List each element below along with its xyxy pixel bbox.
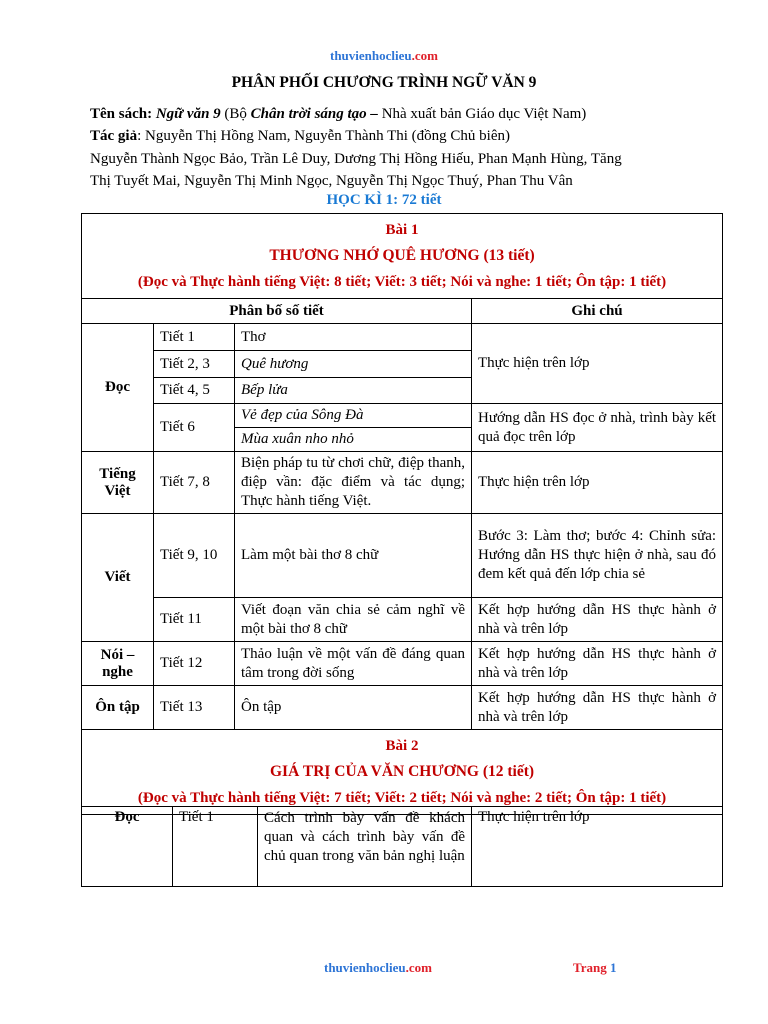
content-cell: Quê hương <box>235 351 472 378</box>
content-cell: Ôn tập <box>235 686 472 730</box>
book-name: Ngữ văn 9 <box>155 106 221 122</box>
category-viet: Viết <box>82 514 154 642</box>
category-noi-nghe: Nói – nghe <box>82 642 154 686</box>
page-number-value: 1 <box>609 960 617 975</box>
lesson2-name: GIÁ TRỊ CỦA VĂN CHƯƠNG (12 tiết) <box>269 763 535 780</box>
footer-site-tld: .com <box>405 960 432 975</box>
footer-site-name: thuvienhoclieu <box>324 960 406 975</box>
column-header-alloc: Phân bố số tiết <box>82 299 472 324</box>
page-label: Trang <box>573 960 607 975</box>
header-site <box>0 48 768 64</box>
period-cell: Tiết 2, 3 <box>154 351 235 378</box>
period-cell: Tiết 7, 8 <box>154 452 235 514</box>
lesson1-number: Bài 1 <box>385 222 419 238</box>
table-row <box>82 686 723 730</box>
page-number <box>573 960 616 976</box>
note-cell: Kết hợp hướng dẫn HS thực hành ở nhà và trên lớp <box>472 598 723 642</box>
category-tieng-viet: Tiếng Việt <box>82 452 154 514</box>
authors-line3: Thị Tuyết Mai, Nguyễn Thị Minh Ngọc, Nguyễn Thị Ngọc Thuý, Phan Thu Vân <box>90 173 573 189</box>
table-row <box>82 404 723 428</box>
lesson1-column-headers <box>82 299 723 324</box>
book-series: Chân trời sáng tạo – <box>250 106 378 122</box>
category-doc: Đọc <box>82 324 154 452</box>
content-cell: Thơ <box>235 324 472 351</box>
content-cell: Biện pháp tu từ chơi chữ, điệp thanh, điệp vần: đặc điểm và tác dụng; Thực hành tiếng Việt. <box>235 452 472 514</box>
category-on-tap: Ôn tập <box>82 686 154 730</box>
period-cell: Tiết 12 <box>154 642 235 686</box>
table-row <box>82 514 723 598</box>
lesson1-heading <box>82 214 723 299</box>
lesson2-table <box>81 806 723 887</box>
period-cell: Tiết 11 <box>154 598 235 642</box>
book-label: Tên sách: <box>90 106 153 122</box>
note-cell: Hướng dẫn HS đọc ở nhà, trình bày kết quả đọc trên lớp <box>472 404 723 452</box>
category-doc: Đọc <box>82 807 173 887</box>
book-pre: (Bộ <box>224 106 247 122</box>
lesson2-number: Bài 2 <box>385 738 419 754</box>
period-cell: Tiết 9, 10 <box>154 514 235 598</box>
book-publisher: Nhà xuất bản Giáo dục Việt Nam) <box>381 106 587 122</box>
content-cell: Thảo luận về một vấn đề đáng quan tâm trong đời sống <box>235 642 472 686</box>
table-row <box>82 452 723 514</box>
header-site-tld: .com <box>411 48 438 63</box>
note-cell: Kết hợp hướng dẫn HS thực hành ở nhà và trên lớp <box>472 642 723 686</box>
table-row <box>82 598 723 642</box>
lesson2-header-row <box>82 730 723 815</box>
document-title: PHÂN PHỐI CHƯƠNG TRÌNH NGỮ VĂN 9 <box>231 74 537 91</box>
authors-line1 <box>90 125 690 147</box>
lesson2-heading <box>82 730 723 815</box>
note-cell: Thực hiện trên lớp <box>472 807 723 887</box>
authors-line2: Nguyễn Thành Ngọc Bảo, Trần Lê Duy, Dương Thị Hồng Hiếu, Phan Mạnh Hùng, Tăng <box>90 151 622 167</box>
book-info <box>90 103 690 125</box>
lesson1-table <box>81 213 723 815</box>
semester-heading: HỌC KÌ 1: 72 tiết <box>326 192 442 208</box>
table-row <box>82 807 723 887</box>
note-cell: Thực hiện trên lớp <box>472 452 723 514</box>
header-site-name: thuvienhoclieu <box>330 48 412 63</box>
note-cell: Thực hiện trên lớp <box>472 324 723 404</box>
lesson2-summary: (Đọc và Thực hành tiếng Việt: 7 tiết; Viết: 2 tiết; Nói và nghe: 2 tiết; Ôn tập: 1 tiết) <box>137 790 667 806</box>
note-cell: Kết hợp hướng dẫn HS thực hành ở nhà và trên lớp <box>472 686 723 730</box>
note-cell: Bước 3: Làm thơ; bước 4: Chỉnh sửa: Hướng dẫn HS thực hiện ở nhà, sau đó đem kết quả đến lớp chia sẻ <box>472 514 723 598</box>
content-cell: Vẻ đẹp của Sông Đà <box>235 404 472 428</box>
column-header-note: Ghi chú <box>472 299 723 324</box>
period-cell: Tiết 13 <box>154 686 235 730</box>
footer-site <box>324 960 432 976</box>
lesson1-summary: (Đọc và Thực hành tiếng Việt: 8 tiết; Viết: 3 tiết; Nói và nghe: 1 tiết; Ôn tập: 1 tiết) <box>137 274 667 290</box>
lesson1-name: THƯƠNG NHỚ QUÊ HƯƠNG (13 tiết) <box>269 247 535 264</box>
authors-main: : Nguyễn Thị Hồng Nam, Nguyễn Thành Thi (đồng Chủ biên) <box>137 128 510 144</box>
period-cell: Tiết 1 <box>173 807 258 887</box>
period-cell: Tiết 6 <box>154 404 235 452</box>
period-cell: Tiết 4, 5 <box>154 378 235 404</box>
content-cell: Mùa xuân nho nhỏ <box>235 428 472 452</box>
table-row <box>82 642 723 686</box>
period-cell: Tiết 1 <box>154 324 235 351</box>
content-cell: Làm một bài thơ 8 chữ <box>235 514 472 598</box>
content-cell: Viết đoạn văn chia sẻ cảm nghĩ về một bài thơ 8 chữ <box>235 598 472 642</box>
table-row <box>82 324 723 351</box>
lesson1-header-row <box>82 214 723 299</box>
content-cell: Bếp lửa <box>235 378 472 404</box>
authors-label: Tác giả <box>90 128 138 144</box>
content-cell: Cách trình bày vấn đề khách quan và cách trình bày vấn đề chủ quan trong văn bản nghị luận <box>258 807 472 887</box>
